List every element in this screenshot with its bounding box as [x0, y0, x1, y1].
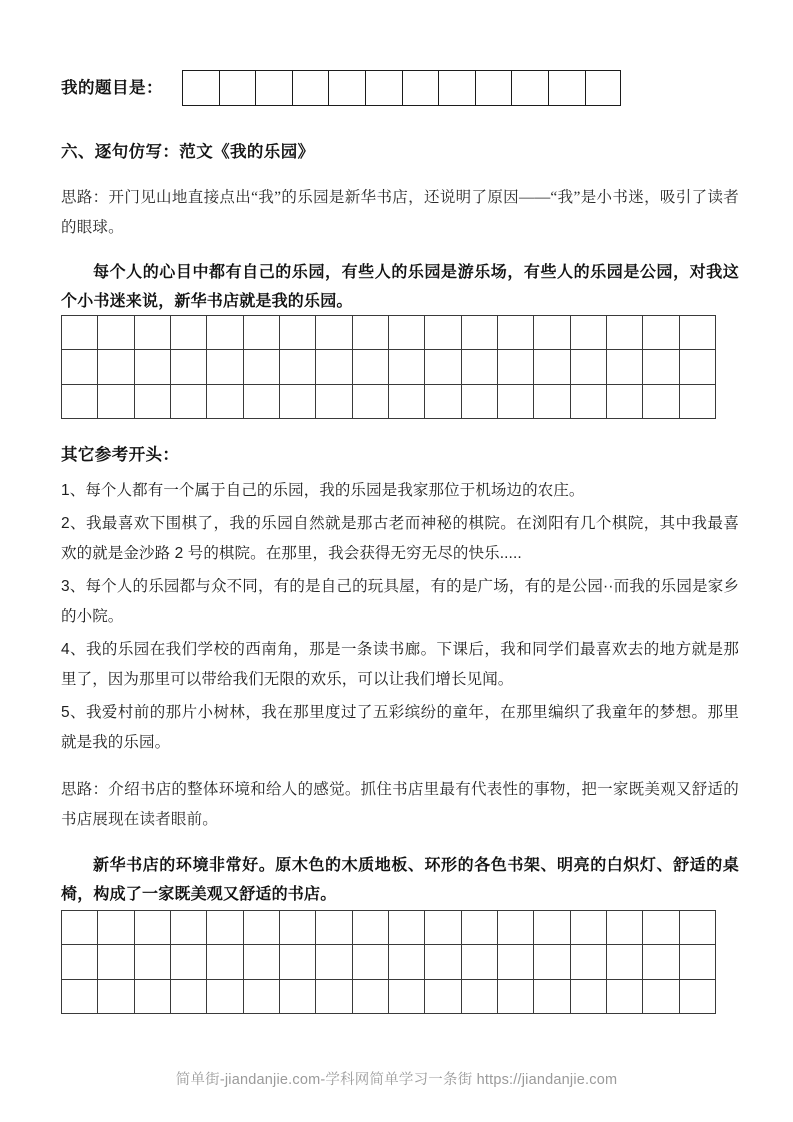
writing-grid-cell[interactable] [534, 945, 570, 979]
title-answer-boxes[interactable] [182, 70, 621, 106]
writing-grid-cell[interactable] [207, 316, 243, 350]
writing-grid-cell[interactable] [425, 945, 461, 979]
writing-grid-cell[interactable] [135, 316, 171, 350]
writing-grid-cell[interactable] [244, 350, 280, 384]
writing-grid-cell[interactable] [389, 316, 425, 350]
writing-grid-cell[interactable] [534, 911, 570, 945]
writing-grid-cell[interactable] [207, 350, 243, 384]
writing-grid-cell[interactable] [571, 316, 607, 350]
writing-grid-cell[interactable] [280, 911, 316, 945]
writing-grid-cell[interactable] [62, 316, 98, 350]
title-answer-cell[interactable] [182, 70, 219, 106]
writing-grid-cell[interactable] [207, 911, 243, 945]
writing-grid-cell[interactable] [425, 385, 461, 419]
writing-grid-cell[interactable] [643, 316, 679, 350]
reference-item: 3、每个人的乐园都与众不同，有的是自己的玩具屋，有的是广场，有的是公园··而我的乐园是家乡的小院。 [61, 578, 739, 625]
writing-grid-cell[interactable] [316, 980, 352, 1014]
section-heading-other-beginnings: 其它参考开头： [61, 446, 180, 464]
writing-grid-cell[interactable] [643, 911, 679, 945]
writing-grid-cell[interactable] [316, 945, 352, 979]
section-heading-six: 六、逐句仿写：范文《我的乐园》 [61, 143, 315, 161]
title-answer-cell[interactable] [585, 70, 622, 106]
writing-grid-2[interactable] [61, 910, 716, 1014]
writing-grid-cell[interactable] [498, 350, 534, 384]
reference-beginnings-list [61, 476, 739, 761]
title-answer-cell[interactable] [365, 70, 402, 106]
writing-grid-cell[interactable] [389, 945, 425, 979]
title-answer-cell[interactable] [548, 70, 585, 106]
writing-grid-cell[interactable] [316, 316, 352, 350]
reference-item: 5、我爱村前的那片小树林，我在那里度过了五彩缤纷的童年，在那里编织了我童年的梦想。那里就是我的乐园。 [61, 704, 739, 751]
writing-grid-cell[interactable] [98, 980, 134, 1014]
writing-grid-1[interactable] [61, 315, 716, 419]
writing-grid-row [62, 316, 716, 350]
writing-grid-cell[interactable] [244, 385, 280, 419]
title-answer-cell[interactable] [475, 70, 512, 106]
writing-grid-cell[interactable] [62, 385, 98, 419]
writing-grid-cell[interactable] [280, 385, 316, 419]
title-label: 我的题目是： [61, 78, 163, 97]
writing-grid-cell[interactable] [353, 350, 389, 384]
writing-grid-cell[interactable] [462, 385, 498, 419]
writing-grid-cell[interactable] [462, 911, 498, 945]
writing-grid-cell[interactable] [607, 316, 643, 350]
writing-grid-cell[interactable] [280, 316, 316, 350]
writing-grid-cell[interactable] [171, 385, 207, 419]
writing-grid-cell[interactable] [244, 945, 280, 979]
writing-grid-cell[interactable] [353, 385, 389, 419]
writing-grid-cell[interactable] [389, 911, 425, 945]
writing-grid-cell[interactable] [643, 945, 679, 979]
writing-grid-cell[interactable] [534, 385, 570, 419]
model-sentence-2: 新华书店的环境非常好。原木色的木质地板、环形的各色书架、明亮的白炽灯、舒适的桌椅，构成了一家既美观又舒适的书店。 [61, 857, 739, 903]
writing-grid-cell[interactable] [462, 980, 498, 1014]
writing-grid-cell[interactable] [498, 316, 534, 350]
writing-grid-cell[interactable] [207, 980, 243, 1014]
writing-grid-cell[interactable] [244, 980, 280, 1014]
writing-grid-cell[interactable] [462, 350, 498, 384]
writing-grid-cell[interactable] [607, 980, 643, 1014]
writing-grid-cell[interactable] [171, 911, 207, 945]
writing-grid-cell[interactable] [135, 945, 171, 979]
writing-grid-cell[interactable] [389, 385, 425, 419]
writing-grid-cell[interactable] [280, 350, 316, 384]
writing-grid-cell[interactable] [607, 945, 643, 979]
writing-grid-cell[interactable] [98, 945, 134, 979]
writing-grid-cell[interactable] [207, 945, 243, 979]
title-answer-cell[interactable] [255, 70, 292, 106]
writing-grid-cell[interactable] [462, 945, 498, 979]
writing-grid-cell[interactable] [680, 945, 716, 979]
writing-grid-cell[interactable] [607, 911, 643, 945]
reference-item: 1、每个人都有一个属于自己的乐园，我的乐园是我家那位于机场边的农庄。 [61, 482, 585, 499]
writing-grid-cell[interactable] [135, 911, 171, 945]
writing-grid-cell[interactable] [353, 316, 389, 350]
writing-grid-cell[interactable] [316, 385, 352, 419]
writing-grid-cell[interactable] [389, 350, 425, 384]
writing-grid-cell[interactable] [62, 350, 98, 384]
writing-grid-cell[interactable] [353, 945, 389, 979]
writing-grid-row [62, 385, 716, 419]
writing-grid-row [62, 980, 716, 1014]
writing-grid-cell[interactable] [607, 350, 643, 384]
reference-item: 4、我的乐园在我们学校的西南角，那是一条读书廊。下课后，我和同学们最喜欢去的地方就是那里了，因为那里可以带给我们无限的欢乐，可以让我们增长见闻。 [61, 641, 739, 688]
writing-grid-cell[interactable] [425, 980, 461, 1014]
reference-item: 2、我最喜欢下围棋了，我的乐园自然就是那古老而神秘的棋院。在浏阳有几个棋院，其中我最喜欢的就是金沙路 2 号的棋院。在那里，我会获得无穷无尽的快乐..... [61, 515, 739, 562]
writing-grid-cell[interactable] [98, 911, 134, 945]
writing-grid-cell[interactable] [498, 945, 534, 979]
model-sentence-1: 每个人的心目中都有自己的乐园，有些人的乐园是游乐场，有些人的乐园是公园，对我这个小书迷来说，新华书店就是我的乐园。 [61, 264, 739, 310]
writing-grid-cell[interactable] [643, 350, 679, 384]
writing-grid-cell[interactable] [135, 350, 171, 384]
title-answer-cell[interactable] [219, 70, 256, 106]
writing-grid-cell[interactable] [534, 316, 570, 350]
writing-grid-cell[interactable] [244, 911, 280, 945]
writing-grid-cell[interactable] [571, 980, 607, 1014]
title-answer-cell[interactable] [438, 70, 475, 106]
writing-grid-cell[interactable] [171, 945, 207, 979]
writing-grid-cell[interactable] [98, 316, 134, 350]
writing-grid-cell[interactable] [680, 385, 716, 419]
writing-grid-cell[interactable] [498, 980, 534, 1014]
title-answer-cell[interactable] [511, 70, 548, 106]
writing-grid-cell[interactable] [207, 385, 243, 419]
writing-grid-cell[interactable] [571, 350, 607, 384]
writing-grid-cell[interactable] [62, 911, 98, 945]
writing-grid-row [62, 911, 716, 945]
writing-grid-cell[interactable] [98, 350, 134, 384]
title-answer-cell[interactable] [328, 70, 365, 106]
writing-grid-cell[interactable] [425, 316, 461, 350]
writing-grid-cell[interactable] [498, 911, 534, 945]
writing-grid-cell[interactable] [534, 350, 570, 384]
writing-grid-cell[interactable] [316, 350, 352, 384]
writing-grid-cell[interactable] [534, 980, 570, 1014]
writing-grid-cell[interactable] [571, 385, 607, 419]
writing-grid-cell[interactable] [680, 911, 716, 945]
writing-grid-row [62, 350, 716, 384]
writing-grid-cell[interactable] [353, 911, 389, 945]
title-answer-cell[interactable] [402, 70, 439, 106]
thought-process-paragraph-2: 思路：介绍书店的整体环境和给人的感觉。抓住书店里最有代表性的事物，把一家既美观又舒适的书店展现在读者眼前。 [61, 781, 739, 828]
writing-grid-cell[interactable] [680, 316, 716, 350]
writing-grid-cell[interactable] [353, 980, 389, 1014]
thought-process-paragraph-1: 思路：开门见山地直接点出“我”的乐园是新华书店，还说明了原因——“我”是小书迷，吸引了读者的眼球。 [61, 189, 739, 236]
writing-grid-cell[interactable] [171, 350, 207, 384]
writing-grid-cell[interactable] [571, 911, 607, 945]
writing-grid-cell[interactable] [171, 316, 207, 350]
writing-grid-cell[interactable] [425, 911, 461, 945]
writing-grid-cell[interactable] [607, 385, 643, 419]
footer-watermark: 简单街-jiandanjie.com-学科网简单学习一条街 https://jiandanjie.com [175, 1072, 618, 1088]
writing-grid-cell[interactable] [280, 980, 316, 1014]
writing-grid-cell[interactable] [316, 911, 352, 945]
writing-grid-cell[interactable] [244, 316, 280, 350]
writing-grid-cell[interactable] [571, 945, 607, 979]
writing-grid-cell[interactable] [171, 980, 207, 1014]
title-entry-row [61, 68, 732, 108]
writing-grid-cell[interactable] [62, 945, 98, 979]
writing-grid-cell[interactable] [643, 980, 679, 1014]
writing-grid-cell[interactable] [680, 980, 716, 1014]
writing-grid-cell[interactable] [135, 980, 171, 1014]
writing-grid-row [62, 945, 716, 979]
writing-grid-cell[interactable] [462, 316, 498, 350]
writing-grid-cell[interactable] [62, 980, 98, 1014]
writing-grid-cell[interactable] [280, 945, 316, 979]
title-answer-cell[interactable] [292, 70, 329, 106]
writing-grid-cell[interactable] [643, 385, 679, 419]
writing-grid-cell[interactable] [425, 350, 461, 384]
writing-grid-cell[interactable] [498, 385, 534, 419]
writing-grid-cell[interactable] [680, 350, 716, 384]
writing-grid-cell[interactable] [98, 385, 134, 419]
writing-grid-cell[interactable] [135, 385, 171, 419]
writing-grid-cell[interactable] [389, 980, 425, 1014]
